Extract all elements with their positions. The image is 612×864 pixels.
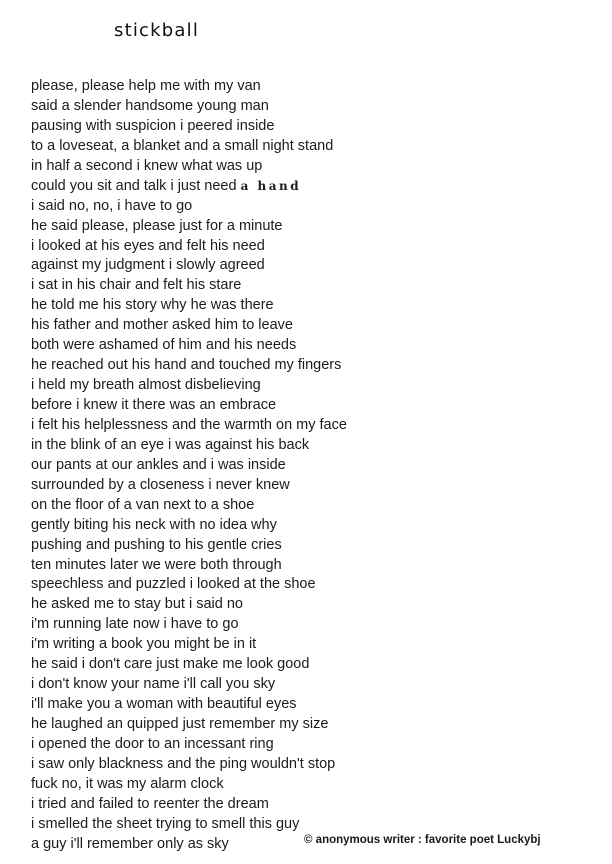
poem-line: i held my breath almost disbelieving [31, 377, 261, 394]
poem-line: i saw only blackness and the ping wouldn't stop [31, 755, 336, 772]
poem-line: i'm running late now i have to go [31, 616, 239, 633]
poem-line: i sat in his chair and felt his stare [31, 277, 242, 294]
poem-line-emphasis: a hand [240, 178, 302, 193]
poem-line: i looked at his eyes and felt his need [31, 237, 265, 254]
poem-line: he said please, please just for a minute [31, 217, 283, 234]
poem-line: he asked me to stay but i said no [31, 596, 243, 613]
poem-line: he said i don't care just make me look good [31, 656, 310, 673]
poem-line: he reached out his hand and touched my fingers [31, 357, 342, 374]
poem-line: i felt his helplessness and the warmth on my face [31, 416, 347, 433]
poem-line: i'll make you a woman with beautiful eyes [31, 696, 297, 713]
poem-line: i tried and failed to reenter the dream [31, 795, 269, 812]
poem-line: in half a second i knew what was up [31, 157, 263, 174]
poem-line: i'm writing a book you might be in it [31, 636, 257, 653]
poem-line: on the floor of a van next to a shoe [31, 496, 255, 513]
poem-line: ten minutes later we were both through [31, 556, 282, 573]
poem-line: before i knew it there was an embrace [31, 397, 277, 413]
poem-line-text: could you sit and talk i just need [31, 177, 237, 194]
poem-line: against my judgment i slowly agreed [31, 257, 265, 274]
poem-line: i smelled the sheet trying to smell this guy [31, 815, 300, 832]
poem-line: pushing and pushing to his gentle cries [31, 536, 282, 553]
poem-line: our pants at our ankles and i was inside [31, 456, 286, 473]
poem-line [31, 177, 347, 197]
poem-line: i said no, no, i have to go [31, 197, 193, 214]
poem-line: speechless and puzzled i looked at the shoe [31, 576, 316, 593]
poem-line: gently biting his neck with no idea why [31, 516, 277, 533]
poem-line: i opened the door to an incessant ring [31, 735, 274, 752]
copyright-credit: © anonymous writer : favorite poet Luckybj [304, 834, 541, 846]
poem-line: both were ashamed of him and his needs [31, 337, 297, 354]
poem-line: said a slender handsome young man [31, 97, 269, 114]
poem-line: to a loveseat, a blanket and a small night stand [31, 137, 334, 154]
poem-line: he told me his story why he was there [31, 297, 274, 314]
poem-line: fuck no, it was my alarm clock [31, 775, 224, 792]
poem-body [31, 77, 347, 855]
poem-line: a guy i'll remember only as sky [31, 835, 229, 852]
poem-line: he laughed an quipped just remember my size [31, 716, 329, 732]
poem-line: surrounded by a closeness i never knew [31, 476, 290, 493]
poem-line: pausing with suspicion i peered inside [31, 117, 275, 134]
poem-line: i don't know your name i'll call you sky [31, 676, 276, 693]
poem-title: stickball [114, 20, 200, 41]
poem-line: in the blink of an eye i was against his back [31, 436, 310, 453]
poem-line: please, please help me with my van [31, 78, 261, 94]
poem-line: his father and mother asked him to leave [31, 317, 293, 334]
